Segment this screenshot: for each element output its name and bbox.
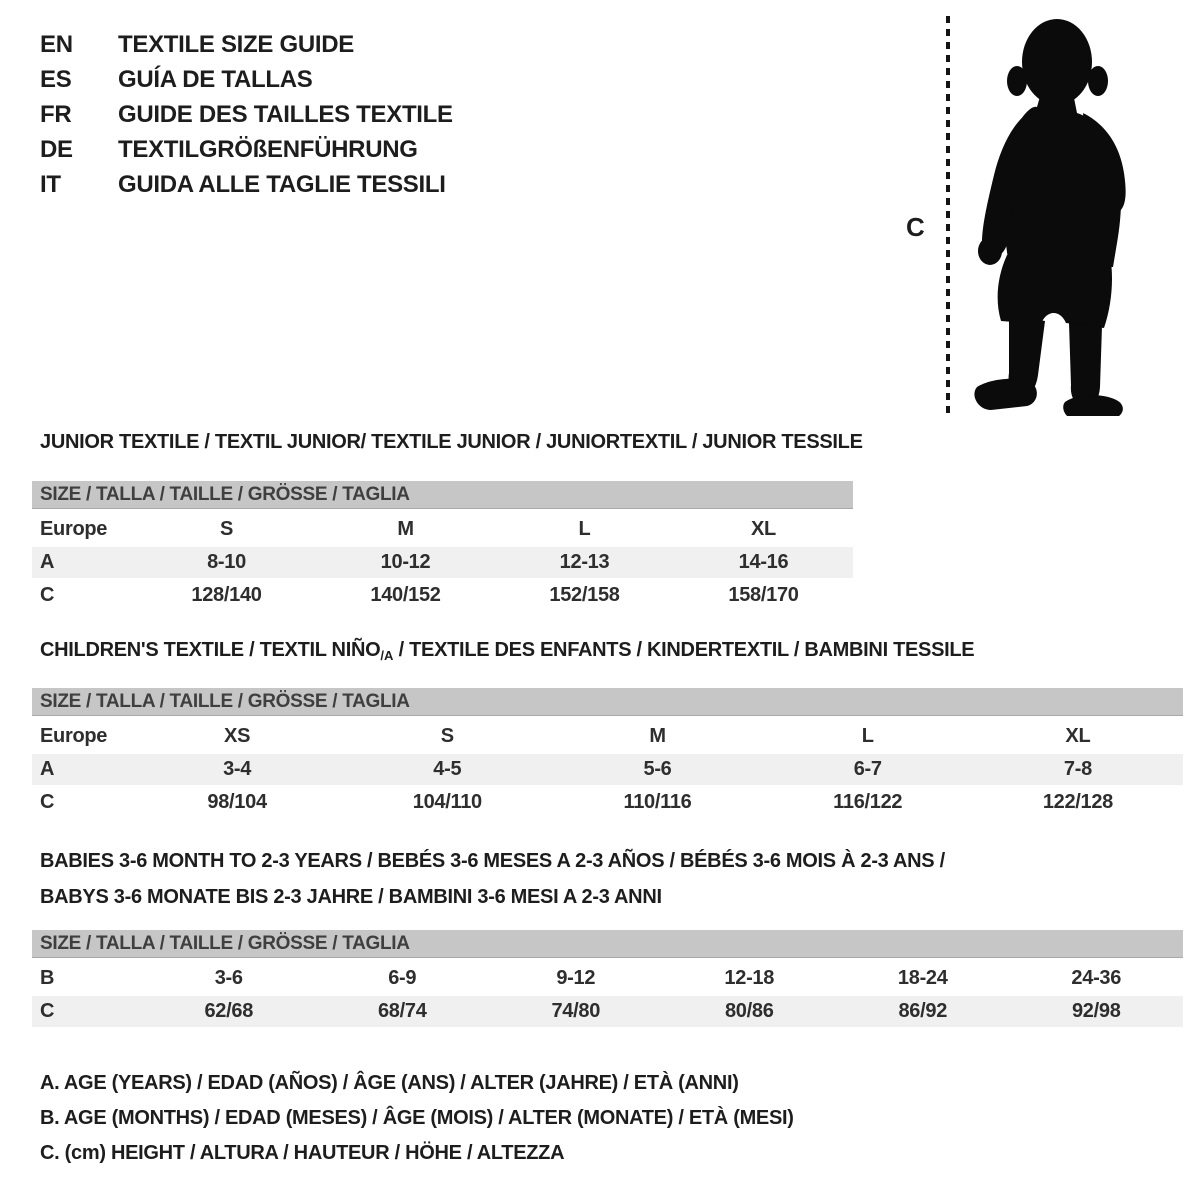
value-cell: 14-16 [738,551,789,573]
value-cell: 74/80 [551,1000,601,1022]
language-row [40,132,453,167]
size-table-children [32,688,1183,820]
legend-line-a: A. AGE (YEARS) / EDAD (AÑOS) / ÂGE (ANS) / ALTER (JAHRE) / ETÀ (ANNI) [40,1072,739,1094]
legend [40,1066,794,1171]
size-table-junior [32,481,853,613]
value-cell: 7-8 [1063,758,1092,780]
language-title: TEXTILGRÖßENFÜHRUNG [118,135,418,163]
table-row-age [32,754,1183,785]
section-title-babies [40,843,980,915]
section-title-babies-line1: BABIES 3-6 MONTH TO 2-3 YEARS / BEBÉS 3-6 MESES A 2-3 AÑOS / BÉBÉS 3-6 MOIS À 2-3 ANS / [40,850,945,872]
size-cell: XS [224,725,251,747]
row-label-europe: Europe [40,725,108,747]
row-label-b: B [40,967,55,989]
table-row-europe [32,719,1183,754]
row-label-c: C [40,1000,55,1022]
value-cell: 92/98 [1071,1000,1121,1022]
section-title-children [40,639,974,662]
row-label-a: A [40,551,55,573]
value-cell: 110/116 [623,791,692,813]
size-cell: XL [1065,725,1091,747]
language-code: EN [40,30,73,58]
language-code: FR [40,100,72,128]
value-cell: 140/152 [370,584,441,606]
value-cell: 4-5 [433,758,462,780]
value-cell: 86/92 [898,1000,948,1022]
language-title: GUIDE DES TAILLES TEXTILE [118,100,453,128]
row-label-a: A [40,758,55,780]
value-cell: 104/110 [412,791,482,813]
legend-line-b: B. AGE (MONTHS) / EDAD (MESES) / ÂGE (MOIS) / ALTER (MONATE) / ETÀ (MESI) [40,1107,794,1129]
table-row-height [32,785,1183,820]
value-cell: 5-6 [643,758,672,780]
language-title: GUIDA ALLE TAGLIE TESSILI [118,170,446,198]
language-code: IT [40,170,61,198]
row-label-c: C [40,584,55,606]
value-cell: 18-24 [897,967,948,989]
section-title-children-post: / TEXTILE DES ENFANTS / KINDERTEXTIL / BAMBINI TESSILE [393,639,975,661]
table-row-age [32,547,853,578]
value-cell: 12-13 [559,551,610,573]
section-title-children-sub: /A [380,648,394,663]
row-label-europe: Europe [40,518,108,540]
size-table-header: SIZE / TALLA / TAILLE / GRÖSSE / TAGLIA [32,481,853,509]
legend-line-c: C. (cm) HEIGHT / ALTURA / HAUTEUR / HÖHE / ALTEZZA [40,1142,565,1164]
language-row [40,97,453,132]
table-row-height [32,578,853,613]
size-table-header: SIZE / TALLA / TAILLE / GRÖSSE / TAGLIA [32,930,1183,958]
size-cell: XL [751,518,776,540]
value-cell: 116/122 [833,791,903,813]
table-row-europe [32,512,853,547]
value-cell: 128/140 [191,584,262,606]
value-cell: 122/128 [1042,791,1114,813]
value-cell: 8-10 [207,551,246,573]
value-cell: 12-18 [724,967,775,989]
section-title-junior: JUNIOR TEXTILE / TEXTIL JUNIOR/ TEXTILE JUNIOR / JUNIORTEXTIL / JUNIOR TESSILE [40,431,863,453]
height-measure-dashed-line [946,16,950,416]
language-code: DE [40,135,73,163]
language-row [40,167,453,202]
size-table-babies [32,930,1183,1027]
value-cell: 3-4 [223,758,252,780]
value-cell: 98/104 [207,791,267,813]
size-cell: S [440,725,454,747]
size-cell: S [219,518,234,540]
size-cell: M [649,725,666,747]
language-row [40,27,453,62]
section-title-children-pre: CHILDREN'S TEXTILE / TEXTIL NIÑO [40,639,381,661]
language-title: TEXTILE SIZE GUIDE [118,30,354,58]
language-row [40,62,453,97]
value-cell: 24-36 [1071,967,1122,989]
size-cell: L [861,725,874,747]
toddler-silhouette [965,14,1137,416]
value-cell: 9-12 [556,967,596,989]
size-table-header: SIZE / TALLA / TAILLE / GRÖSSE / TAGLIA [32,688,1183,716]
language-code: ES [40,65,72,93]
value-cell: 80/86 [724,1000,774,1022]
value-cell: 62/68 [204,1000,254,1022]
size-cell: L [578,518,591,540]
section-title-babies-line2: BABYS 3-6 MONATE BIS 2-3 JAHRE / BAMBINI 3-6 MESI A 2-3 ANNI [40,886,662,908]
value-cell: 6-9 [388,967,417,989]
value-cell: 10-12 [380,551,431,573]
language-list [40,27,453,202]
row-label-c: C [40,791,55,813]
size-cell: M [397,518,414,540]
value-cell: 68/74 [377,1000,427,1022]
value-cell: 152/158 [549,584,620,606]
table-row-height [32,996,1183,1027]
value-cell: 6-7 [853,758,882,780]
value-cell: 3-6 [214,967,243,989]
language-title: GUÍA DE TALLAS [118,65,313,93]
height-measure-label: C [906,212,925,242]
table-row-months [32,961,1183,996]
value-cell: 158/170 [728,584,799,606]
